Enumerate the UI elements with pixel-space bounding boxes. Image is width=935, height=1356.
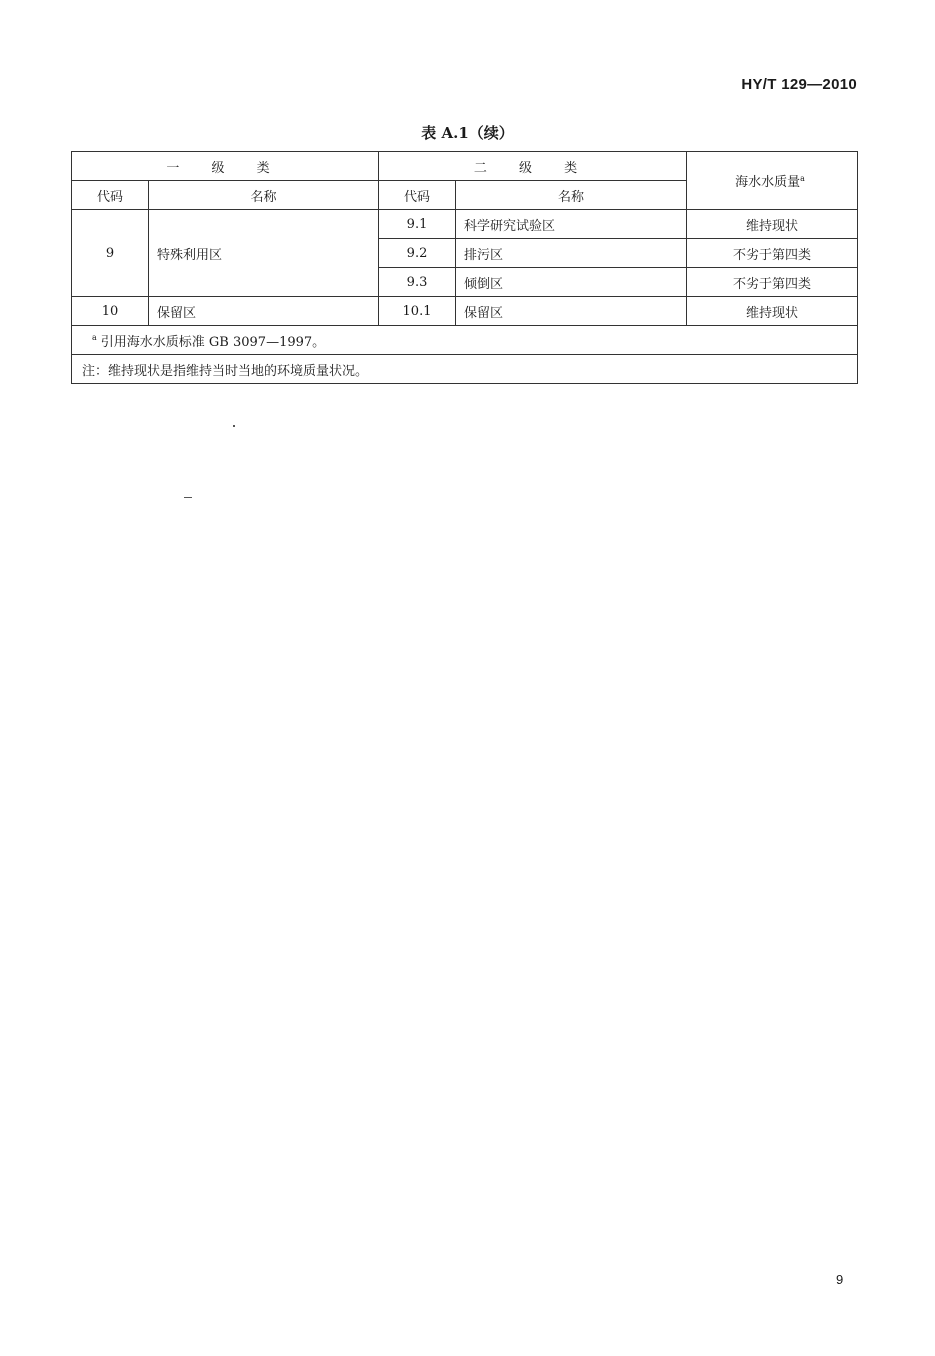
table-row (72, 297, 858, 326)
header-level1: 一 级 类 (72, 152, 379, 181)
cell-name2: 排污区 (456, 239, 687, 268)
header-name2: 名称 (456, 181, 687, 210)
cell-quality: 不劣于第四类 (687, 268, 858, 297)
header-code1: 代码 (72, 181, 149, 210)
table-note-row (72, 355, 858, 384)
table-note: 注：维持现状是指维持当时当地的环境质量状况。 (72, 355, 858, 384)
cell-quality: 维持现状 (687, 210, 858, 239)
table-footnote-row (72, 326, 858, 355)
classification-table (71, 151, 858, 384)
cell-quality: 维持现状 (687, 297, 858, 326)
cell-code1: 9 (72, 210, 149, 297)
header-code2: 代码 (379, 181, 456, 210)
cell-name1: 特殊利用区 (149, 210, 379, 297)
scan-speck (184, 497, 192, 498)
header-name1: 名称 (149, 181, 379, 210)
header-quality-footnote-mark: a (800, 173, 805, 183)
scan-speck (233, 425, 235, 427)
footnote-mark: a (92, 333, 97, 343)
cell-code2: 9.1 (379, 210, 456, 239)
cell-code2: 9.2 (379, 239, 456, 268)
header-quality (687, 152, 858, 210)
table-footnote (72, 326, 858, 355)
page-number: 9 (836, 1272, 844, 1287)
footnote-text: 引用海水水质标准 GB 3097—1997。 (100, 334, 326, 350)
cell-quality: 不劣于第四类 (687, 239, 858, 268)
table-row (72, 210, 858, 239)
standard-code: HY/T 129—2010 (741, 76, 857, 93)
cell-code2: 10.1 (379, 297, 456, 326)
cell-name2: 科学研究试验区 (456, 210, 687, 239)
header-level2: 二 级 类 (379, 152, 687, 181)
cell-name2: 倾倒区 (456, 268, 687, 297)
cell-code1: 10 (72, 297, 149, 326)
header-quality-label: 海水水质量 (735, 175, 801, 190)
cell-code2: 9.3 (379, 268, 456, 297)
table-header-row-1 (72, 152, 858, 181)
table-title: 表 A.1（续） (421, 124, 514, 142)
cell-name2: 保留区 (456, 297, 687, 326)
cell-name1: 保留区 (149, 297, 379, 326)
